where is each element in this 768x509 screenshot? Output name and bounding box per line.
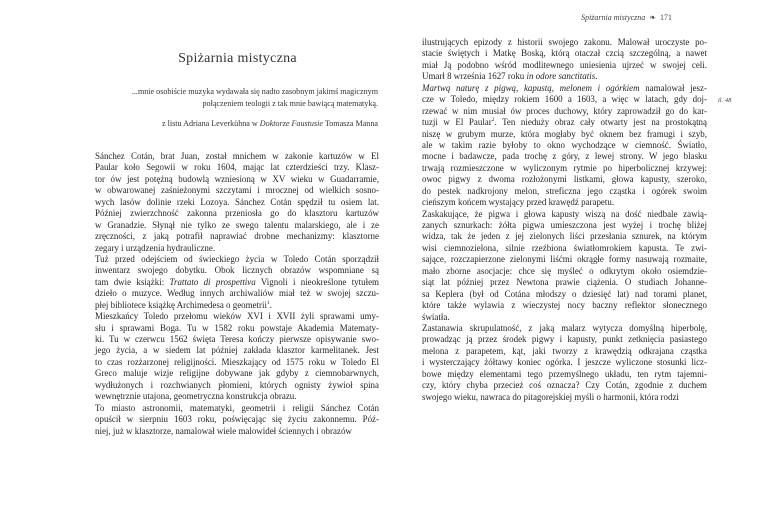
text-line: Greco maluje wizje religijne dobywane jak gdyby z ciemnobarwnych, (95, 368, 379, 379)
text-line: niej, już w klasztorze, namalował wiele malowideł ściennych i obrazów (95, 425, 352, 436)
text-line: zegary i urządzenia hydrauliczne. (95, 242, 216, 253)
text-line: niszę w grubym murze, która mogłaby być oknem bez framugi i szyb, (422, 128, 707, 139)
text-line: Mieszkańcy Toledo przełomu wieków XVI i XVII żyli sprawami umy- (95, 311, 379, 322)
text-line: stacie świętych i Matkę Boską, którą otaczał czcią szczególną, a nawet (422, 48, 707, 59)
running-head (581, 13, 672, 22)
text-line: ale w takim razie byłoby to okno wychodzące w ciemność. Światło, (422, 139, 707, 150)
text-line: ilustrujących epizody z historii swojego zakonu. Malował uroczyste po- (422, 37, 707, 47)
text-line: światła. (422, 311, 450, 322)
text-line: dzieło o muzyce. Według innych archiwaliów miał też w swojej szczu- (95, 288, 379, 299)
text-line: i wysterczający żółtawy koniec ogórka. I jeszcze wyliczone stosunki licz- (422, 357, 707, 368)
text-line: prowadząc ją przez środek pigwy i kapusty, punkt zetknięcia pasiastego (422, 334, 707, 345)
text-line: Zaskakujące, że pigwa i głowa kapusty wiszą na dość niedbale zawią- (422, 208, 707, 219)
text-line: inwentarz swojego dobytku. Obok licznych obrazów wspomniane są (95, 265, 379, 276)
text-line: Później zwierzchność zakonna przeniosła go do klasztoru kartuzów (95, 208, 379, 219)
body-text (95, 151, 379, 437)
text-line: Martwą naturę z pigwą, kapustą, melonem i ogórkiem namalował jesz- (422, 82, 707, 93)
text-line: swojego wieku, nawraca do pitagorejskiej myśli o harmonii, która rodzi (422, 391, 679, 402)
text-line: Tuż przed odejściem od świeckiego życia w Toledo Cotán sporządził (95, 253, 379, 264)
text-line: jego życia, a w siedem lat później zakłada klasztor karmelitanek. Jest (95, 345, 379, 356)
text-line: sa Keplera (był od Cotána młodszy o dziesięć lat) nad torami planet, (422, 288, 707, 299)
epigraph-line: połączeniem teologii z tak mnie bawiącą matematyką. (202, 98, 378, 108)
text-line: sające, rozczapierzone zielonymi liśćmi okrągłe formy nasuwają rozmaite, (422, 254, 707, 265)
chapter-title: Spiżarnia mistyczna (178, 51, 297, 66)
text-line: słu i sprawami Boga. Tu w 1582 roku powstaje Akademia Matematy- (95, 322, 379, 333)
text-line: mocne i badawcze, pada trochę z góry, z lewej strony. W jego blasku (422, 151, 707, 162)
text-line: bowe między elementami tego przemyślnego układu, ten rytm tajemni- (422, 368, 707, 379)
text-line: płej bibliotece książkę Archimedesa o geometrii$^1$. (95, 299, 272, 310)
text-line: to czas rozżarzonej religijności. Mieszkający od 1575 roku w Toledo El (95, 356, 379, 367)
text-line: melona z parapetem, kąt, jaki tworzy z krawędzią odkrajana cząstka (422, 345, 707, 356)
epigraph (95, 86, 378, 130)
text-line: cieńszym końcem wystający przed krawędź parapetu. (422, 197, 615, 208)
text-line: w Granadzie. Słynął nie tylko ze swego talentu malarskiego, ale i ze (95, 219, 379, 230)
text-line: wych lasów dolinie rzeki Lozoya. Sánchez Cotán spędził tu osiem lat. (95, 196, 379, 207)
text-line: Paular koło Segowii w roku 1604, mając lat czterdzieści trzy. Klasz- (95, 162, 379, 173)
margin-note: il. 48 (718, 97, 732, 104)
text-line: siąt lat później przez Newtona prawie ciążenia. O studiach Johanne- (422, 277, 707, 288)
text-line: rzewać w nim musiał ów proces duchowy, który zaprowadził go do kar- (422, 105, 707, 116)
running-head-title: Spiżarnia mistyczna (581, 13, 646, 22)
text-line: do pestek nadkrojony melon, streficzna jego cząstka i ogórek swoim (422, 185, 707, 196)
text-line: wisi ciemnozielona, silnie rzeźbiona światłomrokiem kapusta. Te zwi- (422, 242, 707, 253)
text-line: Sánchez Cotán, brat Juan, został mnichem w zakonie kartuzów w El (95, 151, 379, 161)
epigraph-source: z listu Adriana Leverkühna w Doktorze Faustusie Tomasza Manna (162, 119, 378, 129)
text-line: które także wylawia z wieczystej nocy baczny reflektor słonecznego (422, 300, 707, 311)
text-line: Zastanawia skrupulatność, z jaką malarz wytycza domyślną hiperbolę, (422, 322, 707, 333)
text-line: Umarł 8 września 1627 roku in odore sanctitatis. (422, 71, 598, 82)
right-page (384, 0, 768, 509)
text-line: tam dwie książki: Trattato di prospettiva Vignoli i nieokreślone tytułem (95, 276, 379, 287)
text-line: cze w Toledo, między rokiem 1600 a 1603, a więc w latach, gdy doj- (422, 94, 707, 105)
text-line: czy, który chyba przecież coś oznacza? Czy Cotán, zgodnie z duchem (422, 380, 707, 391)
text-line: miał Ją podobno wśród modlitewnego uniesienia ujrzeć w swojej celi. (422, 59, 707, 70)
text-line: ki. Tu w czerwcu 1562 święta Teresa kończy pierwsze opisywanie swo- (95, 334, 379, 344)
page-number: 171 (660, 13, 672, 22)
text-line: wewnętrznie utajona, geometryczna konstrukcja obrazu. (95, 391, 297, 402)
fleuron-icon: ❧ (649, 13, 656, 22)
text-line: trwają rozmieszczone w wyliczonym rytmie po hiperbolicznej krzywej: (422, 162, 707, 173)
text-line: zręczności, z jaką potrafił naprawiać drobne mechanizmy: klasztorne (95, 231, 379, 242)
text-line: owoc pigwy z dwoma rozłożonymi listkami, głowa kapusty, szeroko, (422, 174, 707, 185)
text-line: tor ów jest potężną budowlą wzniesioną w XV wieku w Guadarramie, (95, 173, 379, 184)
text-line: To miasto astronomii, matematyki, geometrii i religii Sánchez Cotán (95, 402, 379, 413)
text-line: widza, tak że jeden z jej zielonych liści przesłania sznurek, na którym (422, 231, 707, 242)
text-line: opuścił w sierpniu 1603 roku, poświęcając się życiu zakonnemu. Póź- (95, 414, 379, 425)
text-line: zanych sznurkach: żółta pigwa umieszczona jest wyżej i trochę bliżej (422, 220, 707, 230)
text-line: wydłużonych i rozchwianych płomieni, których ognisty żywioł spina (95, 379, 379, 390)
text-line: tuzji w El Paular$^2$. Ten nieduży obraz cały otwarty jest na prostokątną (422, 117, 707, 128)
epigraph-line: ...mnie osobiście muzyka wydawała się nadto zasobnym jakimś magicznym (131, 87, 378, 96)
text-line: w obwarowanej zaśnieżonymi szczytami i mrocznej od wielkich sosno- (95, 185, 379, 196)
text-line: mało zborne asocjacje: chce się myśleć o odkrytym około osiemdzie- (422, 265, 707, 276)
body-text (422, 37, 707, 403)
